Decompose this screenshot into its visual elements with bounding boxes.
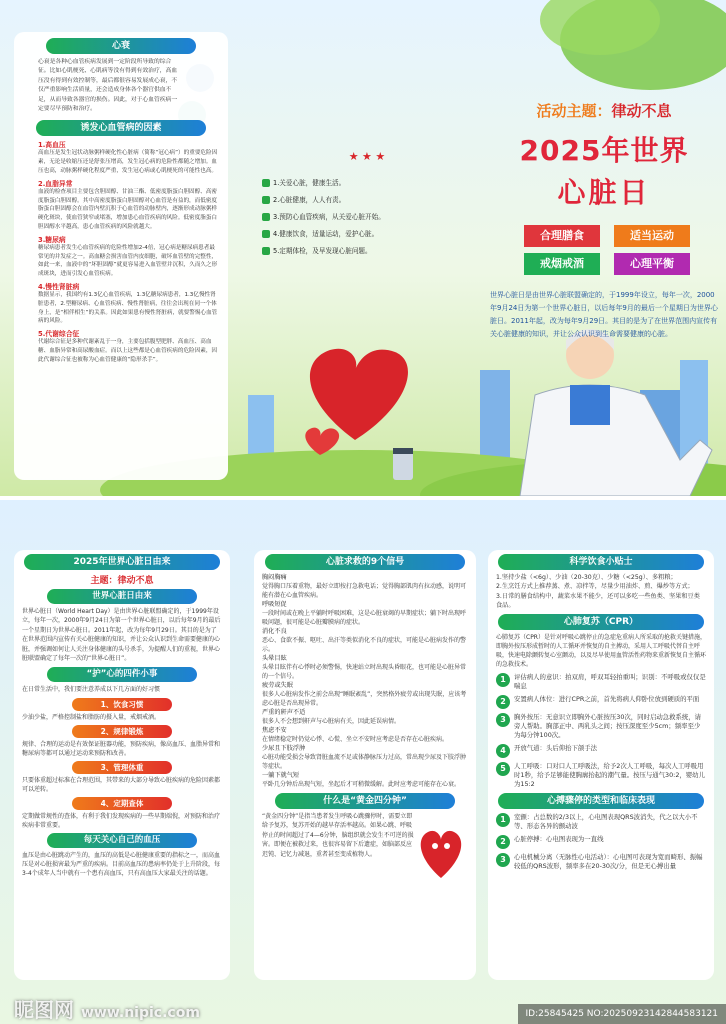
signal-heading: 呼吸短促 [262, 601, 287, 608]
risk-factor-text: 血液的检查项目主要包含胆固醇、甘油三酯、低密度脂蛋白胆固醇、高密度脂蛋白胆固醇。其中高密度脂蛋白胆固醇对心血管是有益的，而低密度脂蛋白胆固醇会在血管内壁沉积于心血管的动脉壁内，逐渐形成动脉粥样硬化斑块，使血管狭窄或堵塞，增加患心血管疾病的风险。低密度脂蛋白胆固醇水平越高，患心血管疾病的风险就越大。 [38, 188, 218, 231]
signal-text: 很多人不会想到鼾声与心脏病有关，因此延误病情。 [262, 718, 401, 725]
risk-factor-heading: 4.慢性肾脏病 [38, 283, 80, 291]
checklist-item: 1.关爱心脏，健康生活。 [262, 175, 472, 192]
cardiac-arrest-number: 1 [496, 813, 510, 827]
origin-title: 2025年世界心脏日由来 [24, 554, 220, 570]
four-thing-text: 少油少盐，严格控制盐和脂肪的摄入量，戒烟戒酒。 [22, 714, 161, 722]
bottom-sheet [0, 500, 726, 1024]
cardiac-arrest-text: 室颤：占总数的2/3以上，心电图表现QRS波消失，代之以大小不等、形态各异的颤动波 [514, 812, 698, 830]
cardiac-arrest-list [488, 813, 714, 871]
signals-title: 心脏求救的9个信号 [265, 554, 465, 570]
top-sheet [0, 0, 726, 496]
four-thing-heading: 1、饮食习惯 [72, 698, 172, 711]
cardiac-arrest-number: 3 [496, 853, 510, 867]
heart-failure-text: 心衰是各种心血管疾病发展到一定阶段所导致的综合征。比如心肌梗死、心肌病等没有得到有效治疗，高血压没有得到有效控制等，最后都很容易发展成心衰，不仅严重影响生活质量，还会造成身体各个器官供血不足，从而导致各器官的损伤。因此，对于心血管疾病一定要尽早预防和治疗。 [38, 59, 178, 113]
signal-text: 一段时间或在晚上平躺时呼吸困难，这是心脏衰竭的早期症状；躺下时出现呼吸问题，很可能是心脏瓣膜病的症状。 [262, 610, 467, 626]
diet-title: 科学饮食小贴士 [498, 554, 704, 570]
cpr-step-text: 开放气道：头后仰抬下颌手法 [514, 743, 598, 752]
diet-tips-list [496, 573, 706, 611]
checklist-item: 5.定期体检，及早发现心脏问题。 [262, 243, 472, 260]
check-icon [262, 179, 270, 187]
signal-heading: 头晕目眩 [262, 655, 287, 662]
cpr-step-text: 胸外按压：无意识立即胸外心脏按压30次，同时启动急救系统，请旁人帮助。胸部正中、两乳头之间；按压深度至少5cm；频率至少为每分钟100次。 [514, 712, 702, 739]
medicine-bottle [393, 450, 413, 480]
cardiac-arrest-item [496, 813, 706, 831]
signal-text: 觉得胸口压着重物，最好立即按打急救电话；觉得胸部肌肉有拉动感，说明可能有潜在心血管疾病。 [262, 583, 467, 599]
cover-panel [486, 100, 722, 341]
four-thing-heading: 3、管理体重 [72, 761, 172, 774]
diet-tip: 2.生烹饪方式上推荐蒸、煮、凉拌等，尽量少用油炸、煎、爆炒等方式； [496, 583, 694, 591]
tag-exercise: 适当运动 [614, 225, 690, 247]
watermark-id: ID:25845425 NO:20250923142844583121 [518, 1004, 726, 1024]
tag-quit-smoking: 戒烟戒酒 [524, 253, 600, 275]
risk-factors-panel [14, 32, 228, 480]
signal-heading: 疲劳或失眠 [262, 682, 293, 689]
cartoon-heart-icon [414, 812, 468, 882]
cpr-step [496, 762, 706, 789]
checklist-item: 4.健康饮食，适量运动，爱护心脏。 [262, 226, 472, 243]
blood-pressure-text: 血压是由心脏跳动产生的，血压的高低是心脏健康重要的指标之一，而高血压是对心脏损害最为严重的疾病。目前高血压的患病率仍处于上升阶段，每3-4个成年人当中就有一个患有高血压，只有高血压大家最关注的话题。 [22, 852, 221, 878]
signal-heading: 一躺下就气短 [262, 772, 300, 779]
building-1 [480, 370, 510, 460]
cpr-step [496, 695, 706, 709]
check-icon [262, 196, 270, 204]
signal-heading: 少尿且下肢浮肿 [262, 745, 306, 752]
signal-text: 头晕目眩伴有心悸时必须警惕，快速站立时出现头昏眼花，也可能是心脏异常的一个信号。 [262, 664, 467, 680]
cover-tags [486, 225, 722, 281]
origin-head: 世界心脏日由来 [47, 589, 197, 604]
blood-pressure-title: 每天关心自己的血压 [47, 833, 197, 848]
cpr-step-number: 4 [496, 744, 510, 758]
risk-factors-title: 诱发心血管病的因素 [36, 120, 206, 136]
cpr-step-number: 2 [496, 695, 510, 709]
signal-heading: 严重的鼾声不适 [262, 709, 306, 716]
cardiac-arrest-text: 心电机械分离（无脉性心电活动）：心电图可表现为宽而畸形、振幅较低的QRS波形，频率多在20-30次/分，但是无心搏出量 [514, 852, 703, 870]
cover-title-line1: 2025年世界 [519, 134, 689, 167]
signal-heading: 胸闷胸痛 [262, 574, 287, 581]
risk-factor-text: 糖尿病患者发生心血管疾病的危险性增加2-4倍，冠心病是糖尿病患者最常见的并发症之一。高血糖会损害血管内皮细胞，破坏血管壁的完整性，如此一来，血液中的“坏胆固醇”就更容易进入血管壁并沉积，久而久之形成斑块，进而引发心血管疾病。 [38, 244, 218, 278]
world-heart-day-origin-panel [14, 550, 230, 980]
cpr-step-text: 评估病人的意识：拍双肩，呼双耳轻拍重叫；识别：不呼吸或仅仅是喘息 [514, 672, 706, 690]
heart-failure-title: 心衰 [46, 38, 196, 54]
check-icon [262, 230, 270, 238]
activity-theme: 活动主题：律动不息 [536, 102, 672, 120]
risk-factor-heading: 1.高血压 [38, 141, 66, 150]
heart-illustration [310, 349, 408, 440]
cpr-steps-list [488, 673, 714, 789]
four-thing-heading: 4、定期查体 [72, 797, 172, 810]
risk-factor-heading: 3.糖尿病 [38, 235, 66, 244]
risk-factor-heading: 5.代谢综合征 [38, 330, 80, 339]
risk-factors-list [38, 139, 218, 364]
cardiac-arrest-title: 心搏骤停的类型和临床表现 [498, 793, 704, 809]
four-thing-heading: 2、规律锻炼 [72, 725, 172, 738]
diet-tip: 3.日常的膳食结构中，蔬菜水果不能少，还可以多吃一些鱼类、坚果和豆类食品。 [496, 592, 700, 610]
cpr-intro: 心肺复苏（CPR）是针对呼吸心跳停止的急症危重病人所采取的抢救关键措施，即胸外按压形成暂时的人工循环并恢复的自主搏动，采用人工呼吸代替自主呼吸，快速电除颤转复心室颤动，以及尽早使用血管活性药物来重新恢复自主循环的急救技术。 [496, 633, 707, 668]
signal-text: 在情绪稳定时仍觉心悸、心慌、坐立不安时应考虑是否存在心脏疾病。 [262, 736, 449, 743]
cpr-step-text: 安置病人体位：进行CPR之前，首先将病人仰卧位放到硬质的平面 [514, 694, 700, 703]
four-things-title: “护”心的四件小事 [47, 667, 197, 682]
cover-intro: 世界心脏日是由世界心脏联盟确定的，于1999年设立，每年一次，2000年9月24日为第一个世界心脏日，以后每年9月的最后一个星期日为世界心脏日。2011年起，改为每年9月29日。其目的是为了在世界范围内宣传有关心脏健康的知识，并让公众认识到生命需要健康的心脏。 [490, 291, 718, 338]
cpr-step-text: 人工呼吸：口对口人工呼吸法，给予2次人工呼吸，每次人工呼吸用时1秒，给予足够能使胸廓抬起的潮气量。按压与通气30:2，婴幼儿为15:2 [514, 761, 705, 788]
four-thing-text: 定期做常规性的查体，有利于我们发现疾病的一些早期端倪，对预防和治疗疾病非常重要。 [22, 813, 221, 830]
cpr-title: 心肺复苏（CPR） [498, 614, 704, 630]
risk-factor-text: 高血压是发生冠状动脉粥样硬化性心脏病（简称“冠心病”）的重要危险因素，无论是收缩压还是舒张压增高，发生冠心病的危险性都随之增加。血压也高，动脉粥样硬化程度严重，发生冠心病或心肌梗死的可能性也高。 [38, 150, 218, 175]
signal-text: 平卧几分钟后出现气短，坐起后才可稍微缓解。此时应考虑可能存在心衰。 [262, 781, 461, 788]
check-icon [262, 247, 270, 255]
golden-four-minutes-block [262, 812, 468, 882]
four-things-list [14, 698, 230, 830]
doctor-shirt [570, 385, 610, 425]
cpr-step-number: 3 [496, 713, 510, 727]
signal-text: 心脏功能受损会导致肾脏血流不足或体静脉压力过高，常出现少尿及下肢浮肿等症状。 [262, 754, 467, 770]
cardiac-arrest-item [496, 835, 706, 849]
tag-mental-balance: 心理平衡 [614, 253, 690, 275]
golden-four-minutes-title: 什么是“黄金四分钟” [275, 793, 455, 809]
heart-signals-panel [254, 550, 476, 980]
heart-care-checklist [262, 175, 472, 260]
check-icon [262, 213, 270, 221]
diet-tip: 1.坚持少盐（<6g）、少油（20-30克）、少糖（<25g）、多粗粮； [496, 574, 677, 581]
four-thing-text: 规律、合理的运动是有效保证脏器功能，预防疾病，像高血压、血脂异常和糖尿病等都可以通过运动来预防和改善。 [22, 741, 221, 758]
cpr-step-number: 1 [496, 673, 510, 687]
cover-title-line2: 心脏日 [557, 176, 651, 209]
cpr-step [496, 673, 706, 691]
cardiac-arrest-text: 心脏停搏：心电图表现为一直线 [514, 834, 604, 843]
cpr-step [496, 744, 706, 758]
origin-theme: 主题：律动不息 [90, 576, 154, 586]
star-divider: ★ ★ ★ [348, 150, 386, 163]
cardiac-arrest-number: 2 [496, 835, 510, 849]
four-things-intro: 在日常生活中，我们要注意养成以下几方面的好习惯 [22, 686, 161, 694]
risk-factor-text: 数据显示，我国约有1.3亿心血管疾病，1.3亿糖尿病患者，1.3亿慢性肾脏患者，2.型糖尿病、心血管疾病、慢性肾脏病，往往会出现在同一个体身上，是“相伴相生”的关系。因此如果患有慢性肾脏病，就要警惕心血管病的风险。 [38, 292, 218, 325]
risk-factor-text: 代谢综合征是多种代谢紊乱于一身，主要包括腹型肥胖、高血压、高血糖、血脂异常和高尿酸血症。而以上这些都是心血管疾病的危险因素，因此代谢综合征也被称为心血管健康的“隐形杀手”。 [38, 339, 218, 363]
signal-heading: 消化不良 [262, 628, 287, 635]
checklist-item: 3.预防心血管疾病，从关爱心脏开始。 [262, 209, 472, 226]
cardiac-arrest-item [496, 853, 706, 871]
diet-cpr-panel [488, 550, 714, 980]
signal-heading: 焦虑不安 [262, 727, 287, 734]
four-thing-text: 只要体重超过标准在合理范围，其带来的大部分导致心脏疾病的危险因素都可以逆转。 [22, 777, 221, 794]
signals-list [262, 573, 468, 789]
tag-diet: 合理膳食 [524, 225, 600, 247]
checklist-item: 2.心脏健康，人人有责。 [262, 192, 472, 209]
risk-factor-heading: 2.血脂异常 [38, 179, 73, 188]
watermark-brand: 昵图网 www.nipic.com [14, 998, 200, 1022]
golden-four-minutes-text: “黄金四分钟”是指当患者发生呼吸心跳骤停时，需要立即给予复苏，复苏开始的越早存活率越高。如果心跳、呼吸停止的时间超过了4—6分钟，脑组织就会发生不可逆的损害。即便在被救过来，也很容易留下后遗症，如脑部反应迟钝、记忆力减退，重者甚至变成植物人。 [262, 813, 414, 858]
cpr-step [496, 713, 706, 740]
signal-text: 很多人心脏病发作之前会出现“睡眠紊乱”，突然格外疲劳或出现失眠，应该考虑心脏是否出现异常。 [262, 691, 467, 707]
origin-text: 世界心脏日（World Heart Day）是由世界心脏联盟确定的，于1999年设立，每年一次，2000年9月24日为第一个世界心脏日，以后每年9月的最后一个星期日为世界心脏日。2011年起，改为每年9月29日。其目的是为了在世界范围内宣传有关心脏健康的知识，并让公众认识到生命需要健康的心脏，并强调如何让人关注身体健康的头号杀手，为提醒人们的重视，世界心脏联盟确定了每年一次的“世界心脏日”。 [22, 608, 221, 663]
cpr-step-number: 5 [496, 762, 510, 776]
middle-top-column [262, 150, 472, 260]
signal-text: 恶心、食欲不振、呕吐、出汗等类似消化不良的症状，可能是心脏病发作的警示。 [262, 637, 467, 653]
